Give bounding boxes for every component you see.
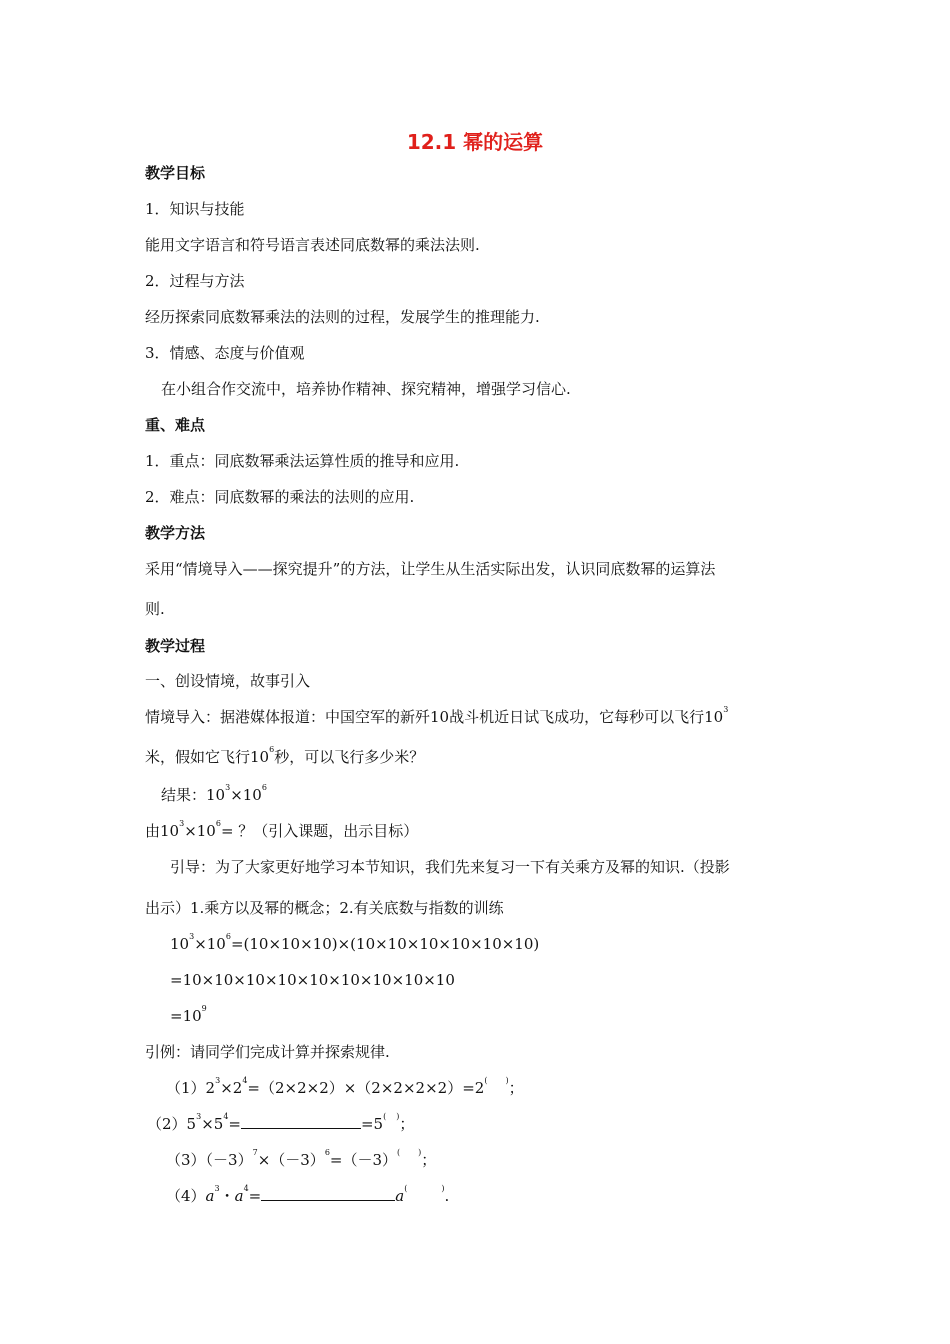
example-intro: 引例：请同学们完成计算并探索规律. bbox=[145, 1043, 390, 1061]
objective-item-3: 3．情感、态度与价值观 bbox=[145, 344, 305, 362]
objective-text-1: 能用文字语言和符号语言表述同底数幂的乘法法则. bbox=[145, 236, 480, 254]
section-heading-process: 教学过程 bbox=[145, 637, 206, 655]
guide-line-2: 出示）1.乘方以及幂的概念；2.有关底数与指数的训练 bbox=[145, 899, 504, 917]
answer-blank[interactable] bbox=[261, 1186, 395, 1201]
objective-text-2: 经历探索同底数幂乘法的法则的过程，发展学生的推理能力. bbox=[145, 308, 540, 326]
section-heading-keypoints: 重、难点 bbox=[145, 416, 206, 434]
situation-line-2: 米，假如它飞行$10^6$秒，可以飞行多少米？ bbox=[145, 745, 425, 766]
situation-line-1: 情境导入：据港媒体报道：中国空军的新歼10战斗机近日试飞成功，它每秒可以飞行$10^3$ bbox=[145, 705, 729, 726]
section-heading-method: 教学方法 bbox=[145, 524, 206, 542]
example-3: $(3)(-3)^7\times(-3)^6=(-3)^{( )}$； bbox=[166, 1148, 437, 1169]
example-1: $(1)2^3\times 2^4=(2\times 2\times 2)\times(2\times 2\times 2\times 2)=2^{( )}$； bbox=[166, 1076, 524, 1097]
keypoint-1: 1．重点：同底数幂乘法运算性质的推导和应用. bbox=[145, 452, 460, 470]
question-line: 由$10^3\times 10^6=$ ？（引入课题，出示目标） bbox=[145, 819, 419, 840]
expansion-line-3: $=10^9$ bbox=[170, 1004, 207, 1025]
section-heading-objectives: 教学目标 bbox=[145, 164, 206, 182]
guide-line-1: 引导：为了大家更好地学习本节知识，我们先来复习一下有关乘方及幂的知识.（投影 bbox=[170, 858, 730, 876]
example-4: $(4)a^3$・$a^4= a^{( )}$. bbox=[166, 1184, 450, 1205]
objective-text-3: 在小组合作交流中，培养协作精神、探究精神，增强学习信心. bbox=[161, 380, 571, 398]
answer-blank[interactable] bbox=[241, 1114, 361, 1129]
expansion-line-1: $10^3\times 10^6=(10\times 10\times 10)\times(10\times 10\times 10\times 10\times 10\times 10)$ bbox=[170, 932, 540, 953]
keypoint-2: 2．难点：同底数幂的乘法的法则的应用. bbox=[145, 488, 415, 506]
method-text-line-2: 则. bbox=[145, 600, 165, 618]
example-2: $(2)5^3\times 5^4= =5^{( )}$； bbox=[147, 1112, 415, 1133]
method-text-line-1: 采用“情境导入——探究提升”的方法，让学生从生活实际出发，认识同底数幂的运算法 bbox=[145, 560, 716, 578]
expansion-line-2: =10×10×10×10×10×10×10×10×10 bbox=[170, 971, 455, 989]
result-line: 结果：$10^3\times 10^6$ bbox=[161, 783, 267, 804]
page-title: 12.1 幂的运算 bbox=[406, 130, 544, 154]
objective-item-2: 2．过程与方法 bbox=[145, 272, 245, 290]
process-subheading: 一、创设情境，故事引入 bbox=[145, 672, 311, 690]
objective-item-1: 1．知识与技能 bbox=[145, 200, 245, 218]
